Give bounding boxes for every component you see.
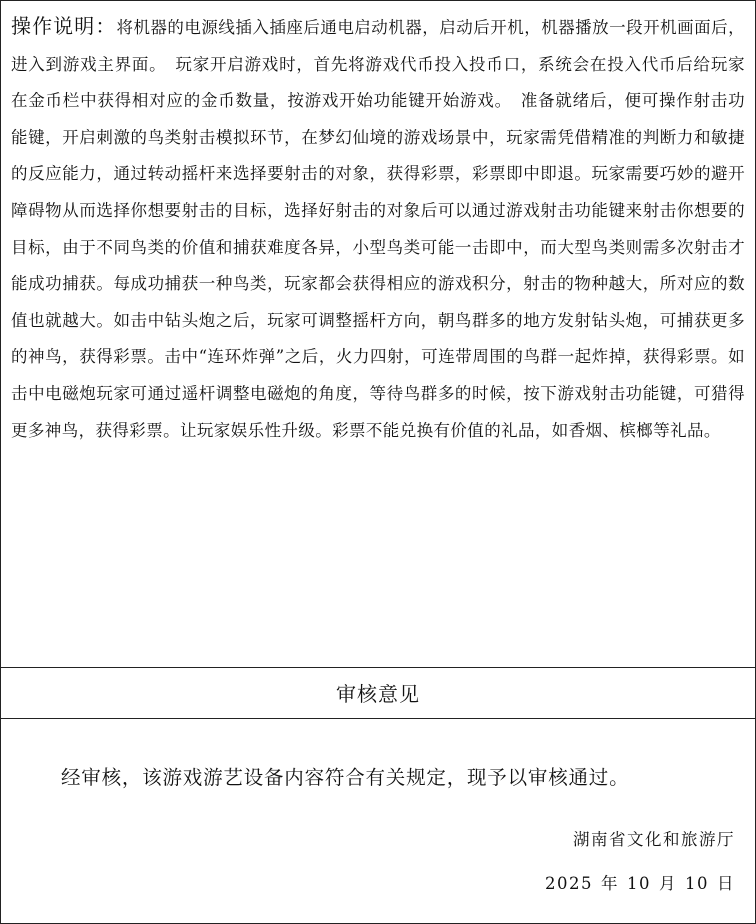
approval-date bbox=[541, 870, 739, 894]
review-opinion-section bbox=[1, 720, 755, 923]
date-year: 2025 bbox=[545, 874, 593, 893]
date-month: 10 bbox=[627, 874, 651, 893]
date-day: 10 bbox=[685, 874, 709, 893]
date-day-unit: 日 bbox=[717, 874, 735, 893]
instructions-text: 将机器的电源线插入插座后通电启动机器，启动后开机，机器播放一段开机画面后，进入到游戏主界面。 玩家开启游戏时，首先将游戏代币投入投币口，系统会在投入代币后给玩家在金币栏中获得相对应的金币数量，按游戏开始功能键开始游戏。 准备就绪后，便可操作射击功能键，开启刺激的鸟类射击模拟环节，在梦幻仙境的游戏场景中，玩家需凭借精准的判断力和敏捷的反应能力，通过转动摇杆来选择要射击的对象，获得彩票，彩票即中即退。玩家需要巧妙的避开障碍物从而选择你想要射击的目标，选择好射击的对象后可以通过游戏射击功能键来射击你想要的目标，由于不同鸟类的价值和捕获难度各异，小型鸟类可能一击即中，而大型鸟类则需多次射击才能成功捕获。每成功捕获一种鸟类，玩家都会获得相应的游戏积分，射击的物种越大，所对应的数值也就越大。如击中钻头炮之后，玩家可调整摇杆方向，朝鸟群多的地方发射钻头炮，可捕获更多的神鸟，获得彩票。击中“连环炸弹”之后，火力四射，可连带周围的鸟群一起炸掉，获得彩票。如击中电磁炮玩家可通过遥杆调整电磁炮的角度，等待鸟群多的时候，按下游戏射击功能键，可猎得更多神鸟，获得彩票。让玩家娱乐性升级。彩票不能兑换有价值的礼品，如香烟、槟榔等礼品。 bbox=[11, 18, 745, 440]
issuing-authority: 湖南省文化和旅游厅 bbox=[573, 830, 735, 849]
review-opinion-header: 审核意见 bbox=[1, 669, 755, 719]
date-month-unit: 月 bbox=[659, 874, 677, 893]
operation-instructions-section bbox=[1, 1, 755, 668]
review-opinion-text: 经审核，该游戏游艺设备内容符合有关规定，现予以审核通过。 bbox=[61, 766, 630, 789]
date-year-unit: 年 bbox=[601, 874, 619, 893]
instructions-label: 操作说明： bbox=[11, 14, 117, 38]
